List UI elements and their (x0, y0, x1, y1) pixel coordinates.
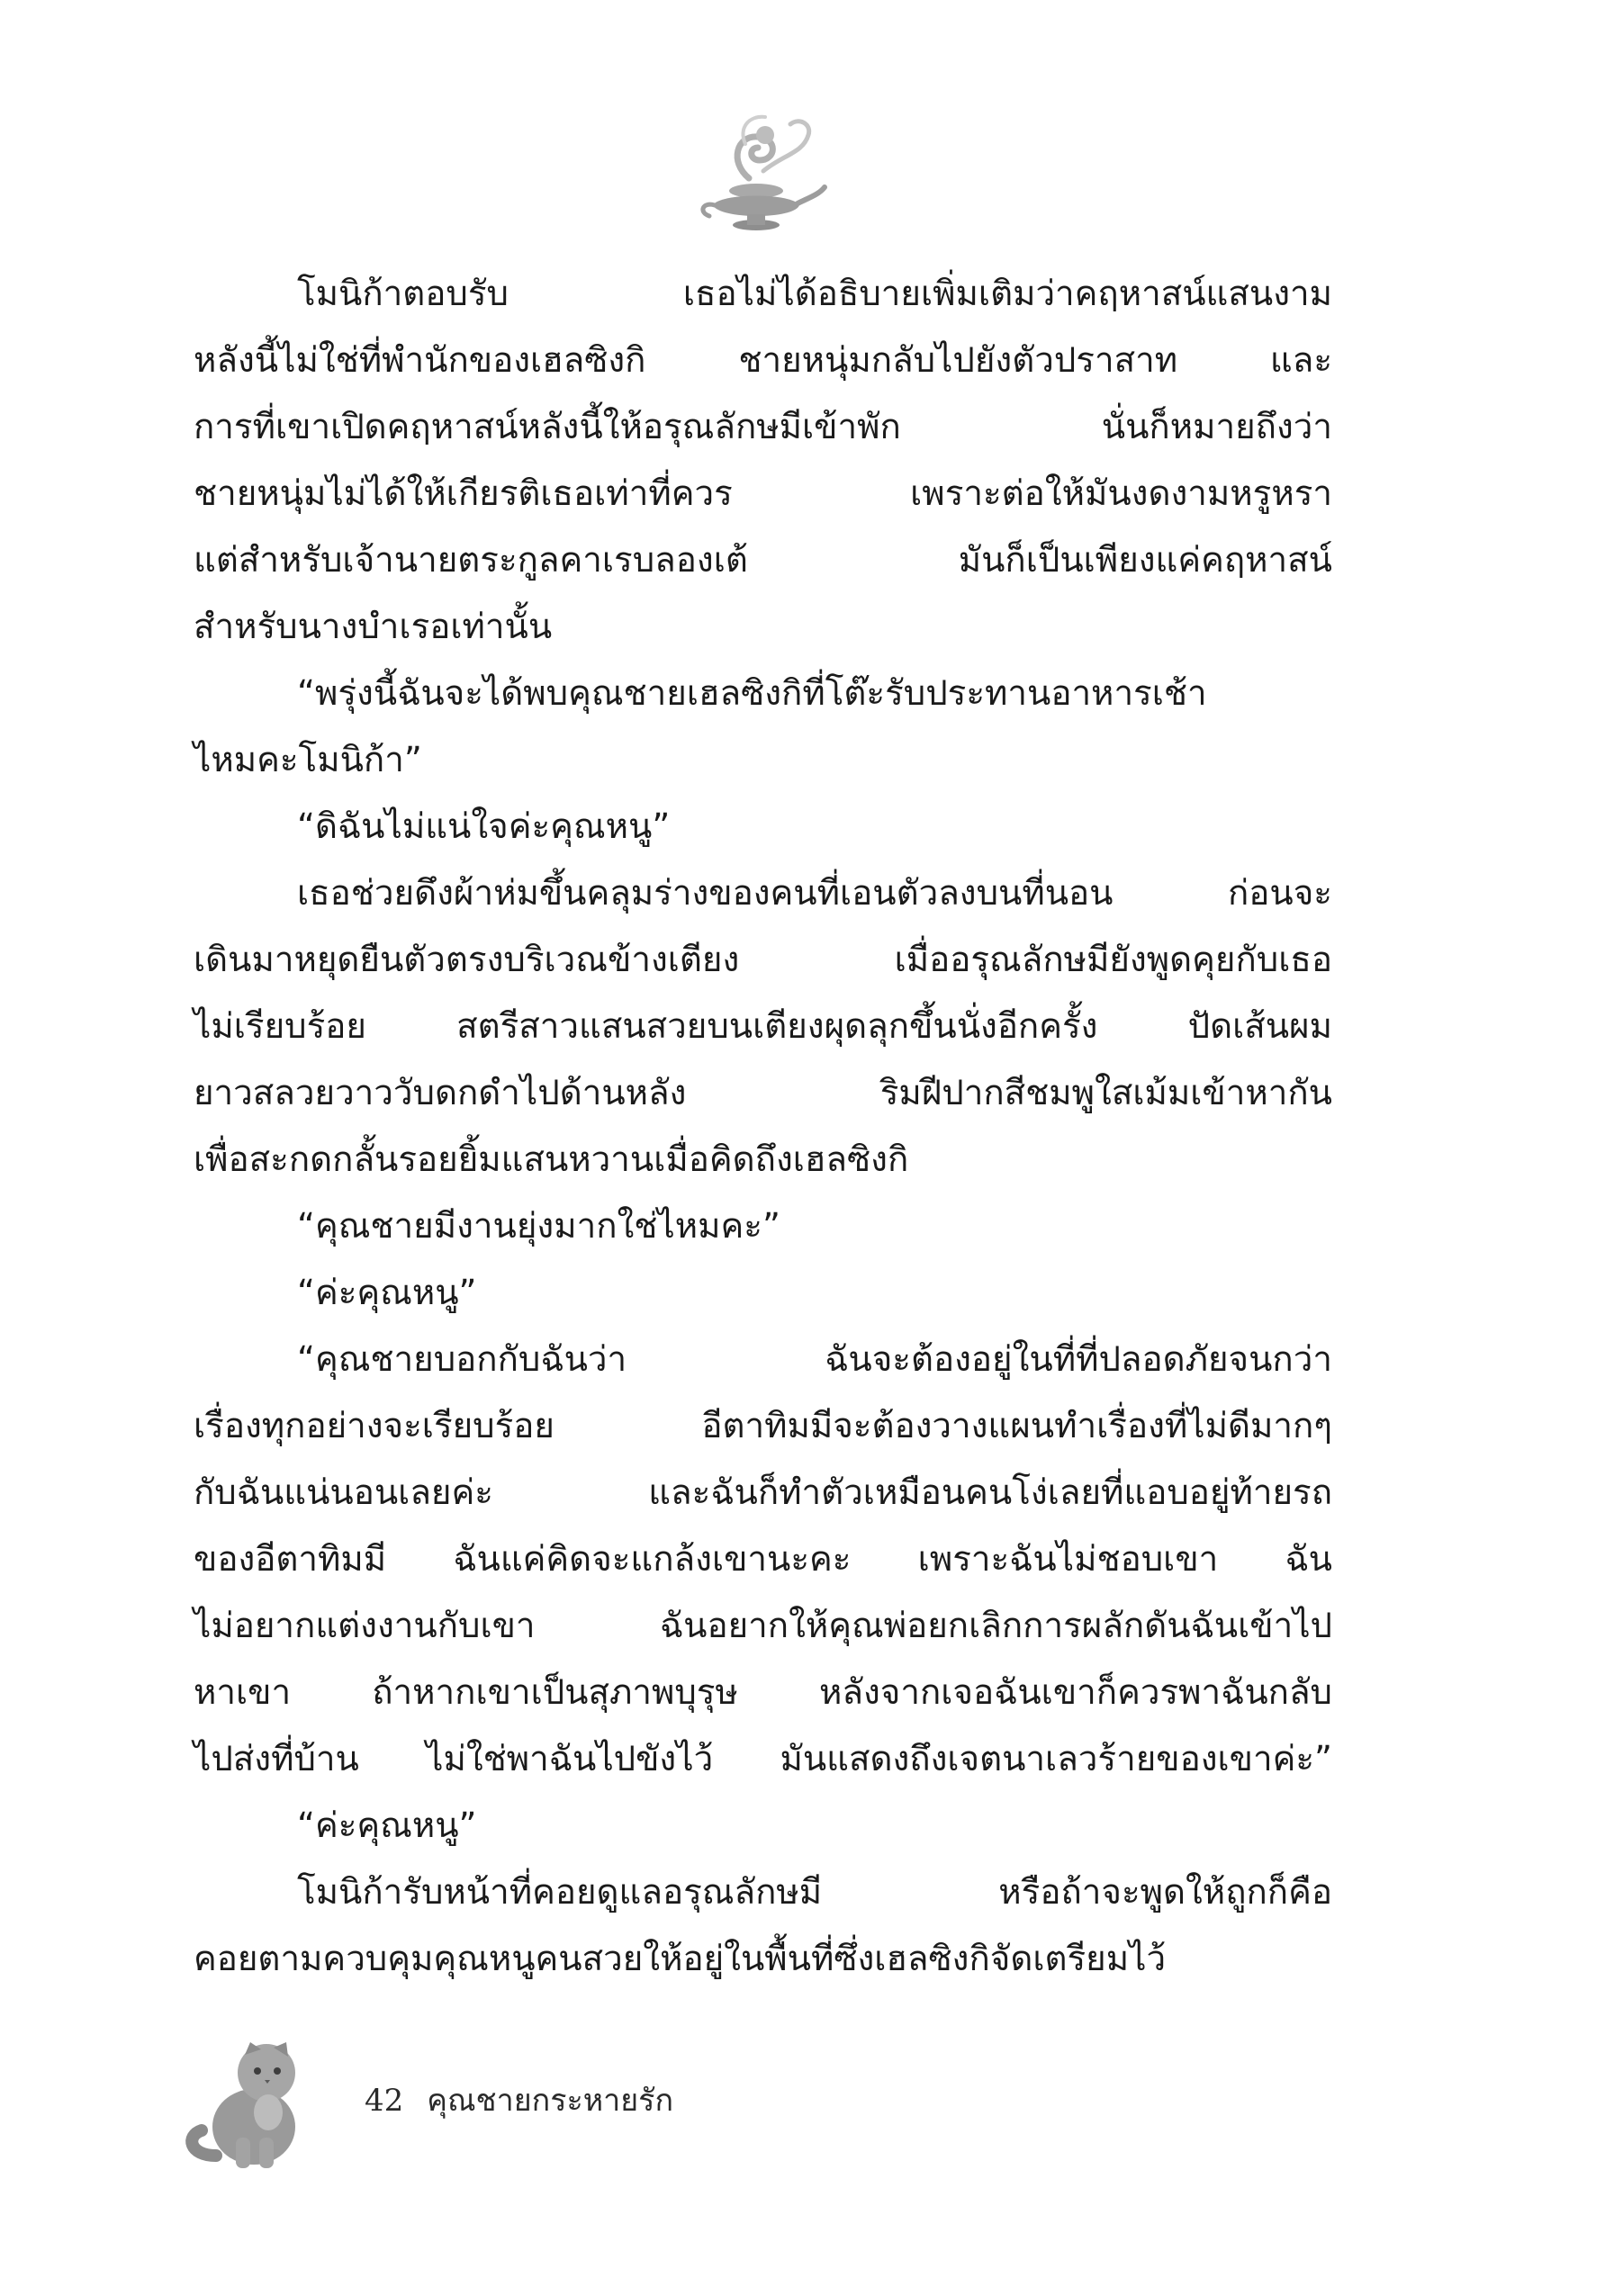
text-line: “พรุ่งนี้ฉันจะได้พบคุณชายเฮลซิงกิที่โต๊ะรับประทานอาหารเช้า (297, 673, 1207, 714)
text-line: เพื่อสะกดกลั้นรอยยิ้มแสนหวานเมื่อคิดถึงเฮลซิงกิ (194, 1139, 909, 1180)
text-line: “คุณชายบอกกับฉันว่า ฉันจะต้องอยู่ในที่ที่ปลอดภัยจนกว่า (297, 1339, 1332, 1380)
text-line: สำหรับนางบำเรอเท่านั้น (194, 607, 553, 647)
text-line: โมนิก้าตอบรับ เธอไม่ได้อธิบายเพิ่มเติมว่าคฤหาสน์แสนงาม (297, 274, 1332, 314)
text-line: โมนิก้ารับหน้าที่คอยดูแลอรุณลักษมี หรือถ้าจะพูดให้ถูกก็คือ (297, 1872, 1332, 1913)
page-footer (365, 2075, 673, 2120)
text-line: กับฉันแน่นอนเลยค่ะ และฉันก็ทำตัวเหมือนคนโง่เลยที่แอบอยู่ท้ายรถ (194, 1472, 1332, 1513)
text-line: ของอีตาทิมมี ฉันแค่คิดจะแกล้งเขานะคะ เพราะฉันไม่ชอบเขา ฉัน (194, 1539, 1332, 1580)
text-line: แต่สำหรับเจ้านายตระกูลคาเรบลองเต้ มันก็เป็นเพียงแค่คฤหาสน์ (194, 540, 1332, 581)
text-line: ไปส่งที่บ้าน ไม่ใช่พาฉันไปขังไว้ มันแสดงถึงเจตนาเลวร้ายของเขาค่ะ” (194, 1739, 1332, 1779)
text-line: “ค่ะคุณหนู” (297, 1273, 477, 1313)
cat-photo-icon (180, 2030, 324, 2174)
text-line: เธอช่วยดึงผ้าห่มขึ้นคลุมร่างของคนที่เอนตัวลงบนที่นอน ก่อนจะ (297, 873, 1332, 914)
text-line: ไม่อยากแต่งงานกับเขา ฉันอยากให้คุณพ่อยกเลิกการผลักดันฉันเข้าไป (194, 1606, 1332, 1646)
genie-lamp-ornament-icon (693, 108, 828, 234)
page-number: 42 (365, 2083, 404, 2119)
text-line: การที่เขาเปิดคฤหาสน์หลังนี้ให้อรุณลักษมีเข้าพัก นั่นก็หมายถึงว่า (194, 407, 1332, 447)
text-line: หาเขา ถ้าหากเขาเป็นสุภาพบุรุษ หลังจากเจอฉันเขาก็ควรพาฉันกลับ (194, 1672, 1332, 1713)
text-line: “ดิฉันไม่แน่ใจค่ะคุณหนู” (297, 806, 671, 847)
text-line: “คุณชายมีงานยุ่งมากใช่ไหมคะ” (297, 1206, 780, 1247)
body-text (194, 261, 1332, 1993)
text-line: ไม่เรียบร้อย สตรีสาวแสนสวยบนเตียงผุดลุกขึ้นนั่งอีกครั้ง ปัดเส้นผม (194, 1006, 1332, 1047)
text-line: ยาวสลวยวาววับดกดำไปด้านหลัง ริมฝีปากสีชมพูใสเม้มเข้าหากัน (194, 1073, 1332, 1113)
text-line: “ค่ะคุณหนู” (297, 1805, 477, 1846)
text-line: เรื่องทุกอย่างจะเรียบร้อย อีตาทิมมีจะต้องวางแผนทำเรื่องที่ไม่ดีมากๆ (194, 1406, 1332, 1446)
text-line: คอยตามควบคุมคุณหนูคนสวยให้อยู่ในพื้นที่ซึ่งเฮลซิงกิจัดเตรียมไว้ (194, 1939, 1167, 1979)
text-line: เดินมาหยุดยืนตัวตรงบริเวณข้างเตียง เมื่ออรุณลักษมียังพูดคุยกับเธอ (194, 940, 1332, 980)
text-line: ไหมคะโมนิก้า” (194, 740, 422, 780)
text-line: ชายหนุ่มไม่ได้ให้เกียรติเธอเท่าที่ควร เพราะต่อให้มันงดงามหรูหรา (194, 473, 1332, 514)
book-title: คุณชายกระหายรัก (427, 2083, 674, 2119)
text-line: หลังนี้ไม่ใช่ที่พำนักของเฮลซิงกิ ชายหนุ่มกลับไปยังตัวปราสาท และ (194, 340, 1332, 381)
